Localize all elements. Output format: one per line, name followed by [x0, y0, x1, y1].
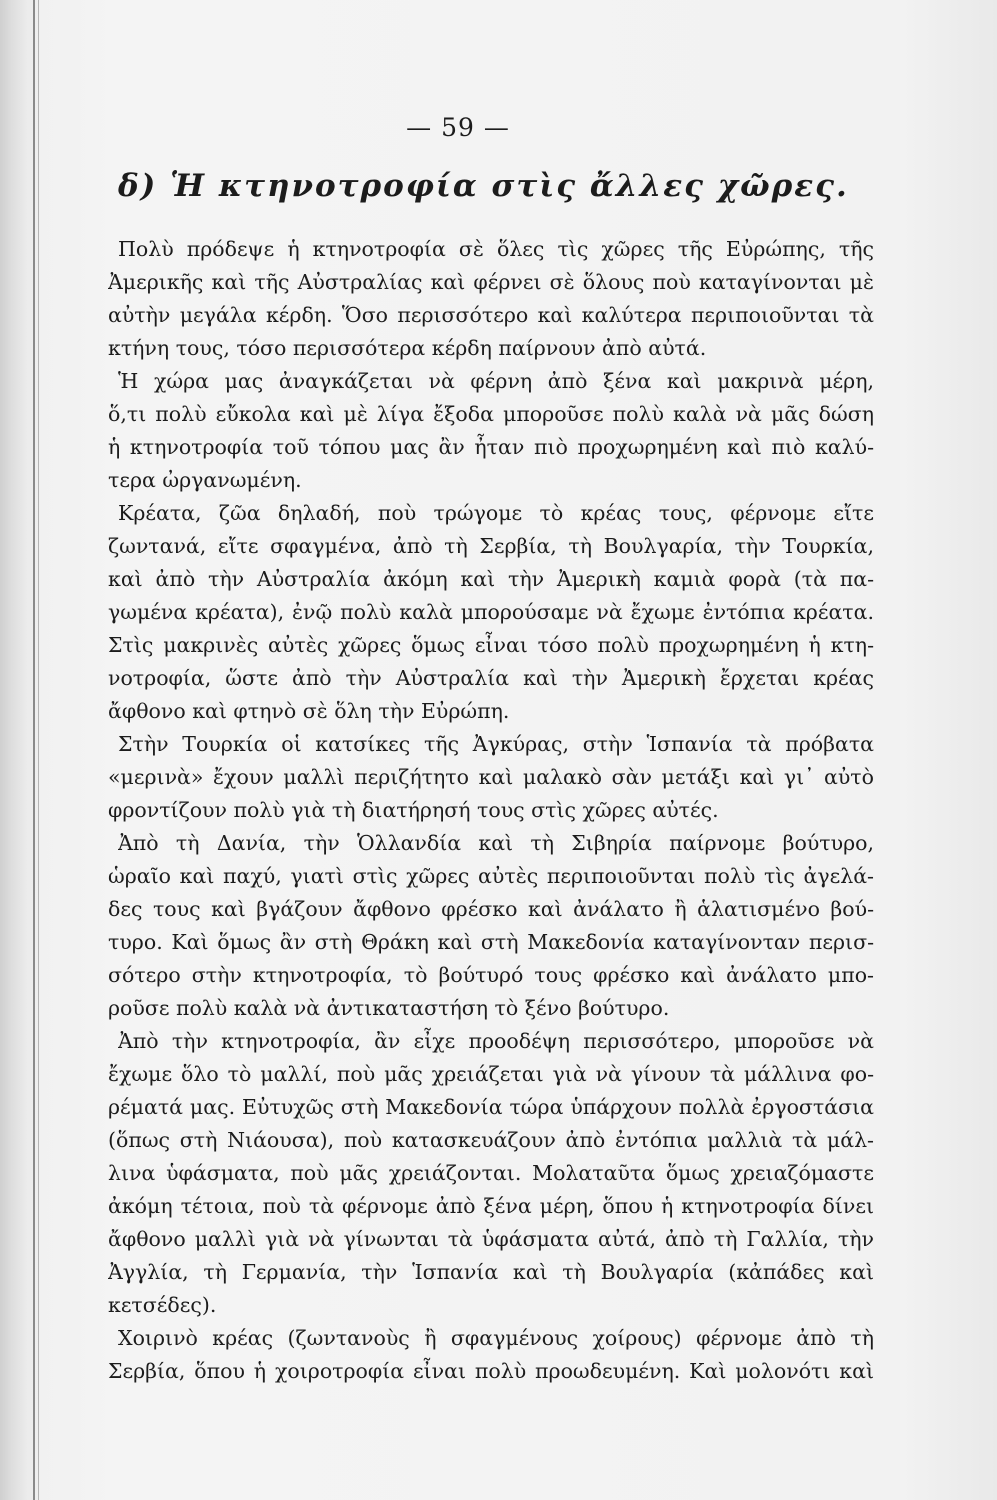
text-line: αὐτὴν μεγάλα κέρδη. Ὅσο περισσότερο καὶ καλύτερα περιποιοῦνται τὰ — [108, 303, 874, 327]
text-line: Πολὺ πρόδεψε ἡ κτηνοτροφία σὲ ὅλες τὶς χῶρες τῆς Εὐρώπης, τῆς — [118, 237, 874, 261]
text-line: ὡραῖο καὶ παχύ, γιατὶ στὶς χῶρες αὐτὲς περιποιοῦνται πολὺ τὶς ἀγελά- — [108, 864, 874, 888]
text-line: Χοιρινὸ κρέας (ζωντανοὺς ἢ σφαγμένους χοίρους) φέρνομε ἀπὸ τὴ — [118, 1326, 874, 1350]
text-line: ἀκόμη τέτοια, ποὺ τὰ φέρνομε ἀπὸ ξένα μέρη, ὅπου ἡ κτηνοτροφία δίνει — [108, 1194, 874, 1218]
text-line: «μερινὰ» ἔχουν μαλλὶ περιζήτητο καὶ μαλακὸ σὰν μετάξι καὶ γι᾽ αὐτὸ — [108, 765, 874, 789]
text-line: Ἀπὸ τὴν κτηνοτροφία, ἂν εἶχε προοδέψη περισσότερο, μποροῦσε νὰ — [118, 1029, 874, 1053]
text-line: νοτροφία, ὥστε ἀπὸ τὴν Αὐστραλία καὶ τὴν Ἀμερικὴ ἔρχεται κρέας — [108, 666, 874, 690]
text-line: (ὅπως στὴ Νιάουσα), ποὺ κατασκευάζουν ἀπὸ ἐντόπια μαλλιὰ τὰ μάλ- — [108, 1128, 874, 1152]
text-line: Κρέατα, ζῶα δηλαδή, ποὺ τρώγομε τὸ κρέας τους, φέρνομε εἴτε — [118, 501, 874, 525]
text-line: δες τους καὶ βγάζουν ἄφθονο φρέσκο καὶ ἀνάλατο ἢ ἁλατισμένο βού- — [108, 897, 874, 921]
text-line: Ἀπὸ τὴ Δανία, τὴν Ὁλλανδία καὶ τὴ Σιβηρία παίρνομε βούτυρο, — [118, 831, 874, 855]
text-line: ροῦσε πολὺ καλὰ νὰ ἀντικαταστήση τὸ ξένο βούτυρο. — [108, 996, 670, 1020]
text-line: τερα ὠργανωμένη. — [108, 468, 302, 492]
text-line: κετσέδες). — [108, 1293, 217, 1317]
text-line: καὶ ἀπὸ τὴν Αὐστραλία ἀκόμη καὶ τὴν Ἀμερικὴ καμιὰ φορὰ (τὰ πα- — [108, 567, 874, 591]
text-line: ὅ,τι πολὺ εὔκολα καὶ μὲ λίγα ἔξοδα μποροῦσε πολὺ καλὰ νὰ μᾶς δώση — [108, 402, 874, 426]
text-line: ἄφθονο καὶ φτηνὸ σὲ ὅλη τὴν Εὐρώπη. — [108, 699, 510, 723]
text-line: σότερο στὴν κτηνοτροφία, τὸ βούτυρό τους φρέσκο καὶ ἀνάλατο μπο- — [108, 963, 874, 987]
text-line: Ἀμερικῆς καὶ τῆς Αὐστραλίας καὶ φέρνει σὲ ὅλους ποὺ καταγίνονται μὲ — [108, 270, 874, 294]
text-line: κτήνη τους, τόσο περισσότερα κέρδη παίρνουν ἀπὸ αὐτά. — [108, 336, 707, 360]
text-line: ἔχωμε ὅλο τὸ μαλλί, ποὺ μᾶς χρειάζεται γιὰ νὰ γίνουν τὰ μάλλινα φο- — [108, 1062, 874, 1086]
text-line: ζωντανά, εἴτε σφαγμένα, ἀπὸ τὴ Σερβία, τὴ Βουλγαρία, τὴν Τουρκία, — [108, 534, 874, 558]
text-line: Ἀγγλία, τὴ Γερμανία, τὴν Ἱσπανία καὶ τὴ Βουλγαρία (κἀπάδες καὶ — [108, 1260, 874, 1284]
text-line: ἡ κτηνοτροφία τοῦ τόπου μας ἂν ἦταν πιὸ προχωρημένη καὶ πιὸ καλύ- — [108, 435, 874, 459]
text-line: τυρο. Καὶ ὅμως ἂν στὴ Θράκη καὶ στὴ Μακεδονία καταγίνονταν περισ- — [108, 930, 874, 954]
text-line: ρέματά μας. Εὐτυχῶς στὴ Μακεδονία τώρα ὑπάρχουν πολλὰ ἐργοστάσια — [108, 1095, 874, 1119]
page-fold-line-inner — [38, 0, 39, 1500]
page-fold-line — [33, 0, 35, 1500]
text-line: Σερβία, ὅπου ἡ χοιροτροφία εἶναι πολὺ προωδευμένη. Καὶ μολονότι καὶ — [108, 1359, 874, 1383]
page-number: — 59 — — [406, 113, 510, 142]
text-line: φροντίζουν πολὺ γιὰ τὴ διατήρησή τους στὶς χῶρες αὐτές. — [108, 798, 719, 822]
text-line: γωμένα κρέατα), ἐνῷ πολὺ καλὰ μπορούσαμε νὰ ἔχωμε ἐντόπια κρέατα. — [108, 600, 874, 624]
text-line: λινα ὑφάσματα, ποὺ μᾶς χρειάζονται. Μολαταῦτα ὅμως χρειαζόμαστε — [108, 1161, 874, 1185]
text-line: Στὴν Τουρκία οἱ κατσίκες τῆς Ἀγκύρας, στὴν Ἱσπανία τὰ πρόβατα — [118, 732, 874, 756]
section-heading: δ) Ἡ κτηνοτροφία στὶς ἄλλες χῶρες. — [118, 168, 849, 204]
text-line: ἄφθονο μαλλὶ γιὰ νὰ γίνωνται τὰ ὑφάσματα αὐτά, ἀπὸ τὴ Γαλλία, τὴν — [108, 1227, 874, 1251]
text-line: Ἡ χώρα μας ἀναγκάζεται νὰ φέρνη ἀπὸ ξένα καὶ μακρινὰ μέρη, — [118, 369, 874, 393]
text-line: Στὶς μακρινὲς αὐτὲς χῶρες ὅμως εἶναι τόσο πολὺ προχωρημένη ἡ κτη- — [108, 633, 874, 657]
